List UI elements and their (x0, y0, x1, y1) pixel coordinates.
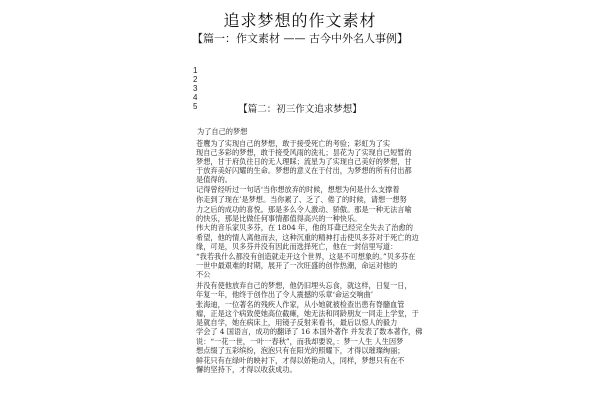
body-line: 希望，他的情人离他而去，这种沉重的精神打击使贝多芬对于死亡的边 (196, 233, 419, 242)
body-line: 是就自学，她在病床上，用镜子反射来看书，最后以惊人的毅力 (196, 318, 398, 327)
body-line: 想点缀了五彩缤纷，泡泡只有在阳光的照耀下，才得以璀璨绚丽； (196, 346, 405, 355)
body-line: 梦想，甘于府负往日的无人理睬；流星为了实现自己美好的梦想，甘 (196, 157, 412, 166)
body-line: 瘤，正是这个病致使她高位截瘫，她无法和同龄朋友一同走上学堂，于 (196, 309, 419, 318)
body-line: 学会了 4 国语言，成功的翻译了 16 本国外著作 并发表了数本著作，佛 (196, 327, 423, 336)
body-line: 为了自己的梦想 (197, 127, 248, 136)
body-line: 并没有使他放弃自己的梦想，他仍旧埋头忘食，就这样，日复一日， (196, 281, 412, 290)
section1-heading: 【篇一：作文素材 —— 古今中外名人事例】 (192, 32, 408, 45)
body-line: 你走到了现在’是梦想。当你累了、乏了、倦了的时候，请想一想努 (196, 195, 407, 204)
body-line: 年复一年，他终于创作出了令人震撼的乐章‘命运交响曲’ (196, 290, 374, 299)
body-line: 鲜花只有在绿叶的映衬下，才得以娇艳动人，同样，梦想只有在不 (196, 356, 405, 365)
body-line: 说：“一花一世，一叶一春秋”，而我却要说，：梦一人生 人生因梦 (196, 337, 404, 346)
body-line: 的快乐，那是比做任何事情都值得高兴的一种快乐。 (196, 214, 362, 223)
body-line: 一世中最艰难的时期，展开了一次旺盛的创作热潮，命运对他的 (196, 261, 398, 270)
list-number: 5 (193, 102, 198, 111)
list-number: 4 (193, 93, 198, 102)
body-line: 伟大的音乐家贝多芬，在 1804 年，他的耳聋已经完全失去了治愈的 (196, 223, 413, 232)
body-line: 张海迪，一位著名的残疾人作家，从小她就被检查出患有脊髓血管 (196, 300, 405, 309)
body-line: 于放弃美好闪耀的生命。梦想的意义在于付出，为梦想的所有付出都 (196, 166, 412, 175)
body-line: 懈的坚持下，才得以收获成功。 (196, 365, 297, 374)
body-line: 现自己多彩的梦想，敢于接受风雨的洗礼；昙花为了实现自己短暂的 (196, 148, 412, 157)
list-number: 2 (193, 75, 198, 84)
body-line: 记得曾经听过一句话‘当你想放弃的时候，想想为何是什么支撑着 (196, 185, 400, 194)
body-line: 力之后的成功的喜悦。那是多么令人激动、骄傲。那是一种无法言喻 (196, 205, 412, 214)
document-title: 追求梦想的作文素材 (223, 11, 377, 30)
list-number: 1 (193, 66, 198, 75)
section2-heading: 【篇二：初三作文追求梦想】 (238, 104, 362, 115)
list-number: 3 (193, 84, 198, 93)
body-line: 缘，可是，贝多芬并没有因此而选择死亡，他在一封信里写道： (196, 242, 398, 251)
body-line: 苍鹰为了实现自己的梦想，敢于接受死亡的考验；彩虹为了实 (196, 139, 391, 148)
body-line: “我若我什么都没有创造就走开这个世界，这是不可想象的。”贝多芬在 (196, 252, 416, 261)
body-line: 不公 (196, 270, 211, 279)
body-line: 是值得的。 (196, 175, 232, 184)
